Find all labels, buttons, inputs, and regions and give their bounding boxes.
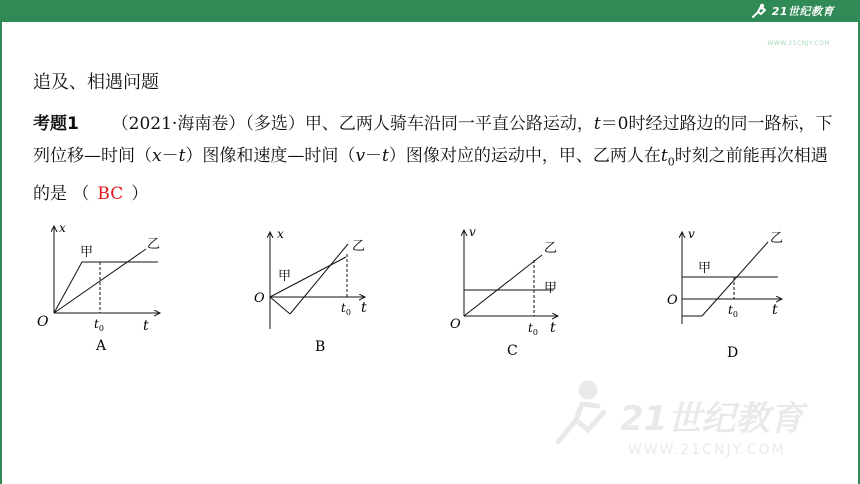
- var-t-3: t: [382, 146, 389, 166]
- graph-b-yi-line-2: [290, 244, 348, 314]
- graph-b-t0: $t_0$: [341, 301, 351, 317]
- watermark-text: 21世纪教育: [620, 399, 804, 439]
- logo-text: 21世纪教育: [771, 5, 834, 18]
- paren-close: ）: [131, 184, 149, 205]
- graph-b-yi-label: 乙: [352, 239, 366, 254]
- question-body-4: ）图像对应的运动中，甲、乙两人在: [388, 146, 661, 166]
- question-source: （2021·海南卷）（多选）: [111, 114, 305, 134]
- graph-row: [0, 210, 860, 360]
- graph-a-jia-label: 甲: [80, 245, 94, 260]
- graph-a-yi-label: 乙: [147, 237, 161, 252]
- question-label: 考题1: [33, 114, 79, 134]
- watermark: [548, 372, 848, 472]
- graph-a: [30, 218, 190, 358]
- graph-a-t0: $t_0$: [94, 317, 104, 333]
- graph-a-jia-line-1: [54, 262, 82, 313]
- question-text: [33, 108, 833, 210]
- graph-d-caption: D: [727, 345, 739, 361]
- graph-d-yi-label: 乙: [770, 231, 784, 246]
- graph-b-y-label: x: [277, 227, 284, 241]
- question-body-5: 时刻之前能再次相遇的是: [33, 146, 828, 205]
- graph-c-origin: O: [450, 317, 461, 332]
- graph-c-jia-label: 甲: [544, 281, 558, 296]
- dash-2: －: [365, 146, 383, 166]
- answer: BC: [97, 184, 124, 205]
- paren-open: （: [72, 184, 90, 205]
- header-bar: [0, 0, 860, 22]
- graph-d-origin: O: [667, 293, 678, 308]
- graph-c-x-label: t: [550, 320, 556, 336]
- question-body-3: ）图像和速度—时间（: [185, 146, 356, 166]
- graph-a-y-label: x: [59, 221, 66, 235]
- dash: －: [161, 146, 179, 166]
- graph-d-t0: $t_0$: [728, 303, 738, 319]
- graph-d-y-label: v: [688, 227, 695, 241]
- var-t0: t: [660, 146, 668, 166]
- graph-d: [660, 224, 800, 364]
- graph-c-y-label: v: [469, 225, 476, 239]
- graph-c-t0: $t_0$: [528, 321, 538, 337]
- logo-url: WWW.21CNJY.COM: [767, 40, 830, 47]
- brand-logo: [749, 2, 834, 20]
- question-body-2: ＝0时经过路边的同一路标，下列位移—时间（: [33, 114, 833, 166]
- section-title: 追及、相遇问题: [33, 72, 159, 93]
- graph-d-yi-line-2: [702, 242, 768, 316]
- watermark-url: WWW.21CNJY.COM: [628, 442, 786, 458]
- graph-b-x-label: t: [361, 300, 367, 316]
- watermark-runner-icon: [558, 383, 604, 442]
- graph-a-caption: A: [96, 338, 107, 354]
- var-t-2: t: [178, 146, 186, 166]
- question-body-1: 甲、乙两人骑车沿同一平直公路运动，: [304, 114, 594, 134]
- graph-c-yi-label: 乙: [544, 241, 558, 256]
- graph-c-caption: C: [507, 343, 518, 359]
- graph-b-origin: O: [254, 291, 265, 306]
- runner-icon: [749, 3, 769, 19]
- graph-a-x-label: t: [143, 318, 149, 334]
- graph-a-origin: O: [37, 314, 49, 330]
- var-x: x: [152, 146, 162, 166]
- graph-d-jia-label: 甲: [698, 261, 712, 276]
- graph-d-x-label: t: [772, 302, 778, 318]
- graph-c-yi-line: [464, 255, 542, 316]
- graph-c: [440, 222, 580, 362]
- graph-b-caption: B: [315, 339, 326, 354]
- graph-b-jia-label: 甲: [278, 269, 292, 284]
- var-t: t: [593, 114, 601, 134]
- graph-b-yi-line-1: [270, 297, 290, 314]
- graph-b: [250, 224, 390, 354]
- var-t0-sub: 0: [667, 155, 675, 169]
- var-v: v: [355, 146, 366, 166]
